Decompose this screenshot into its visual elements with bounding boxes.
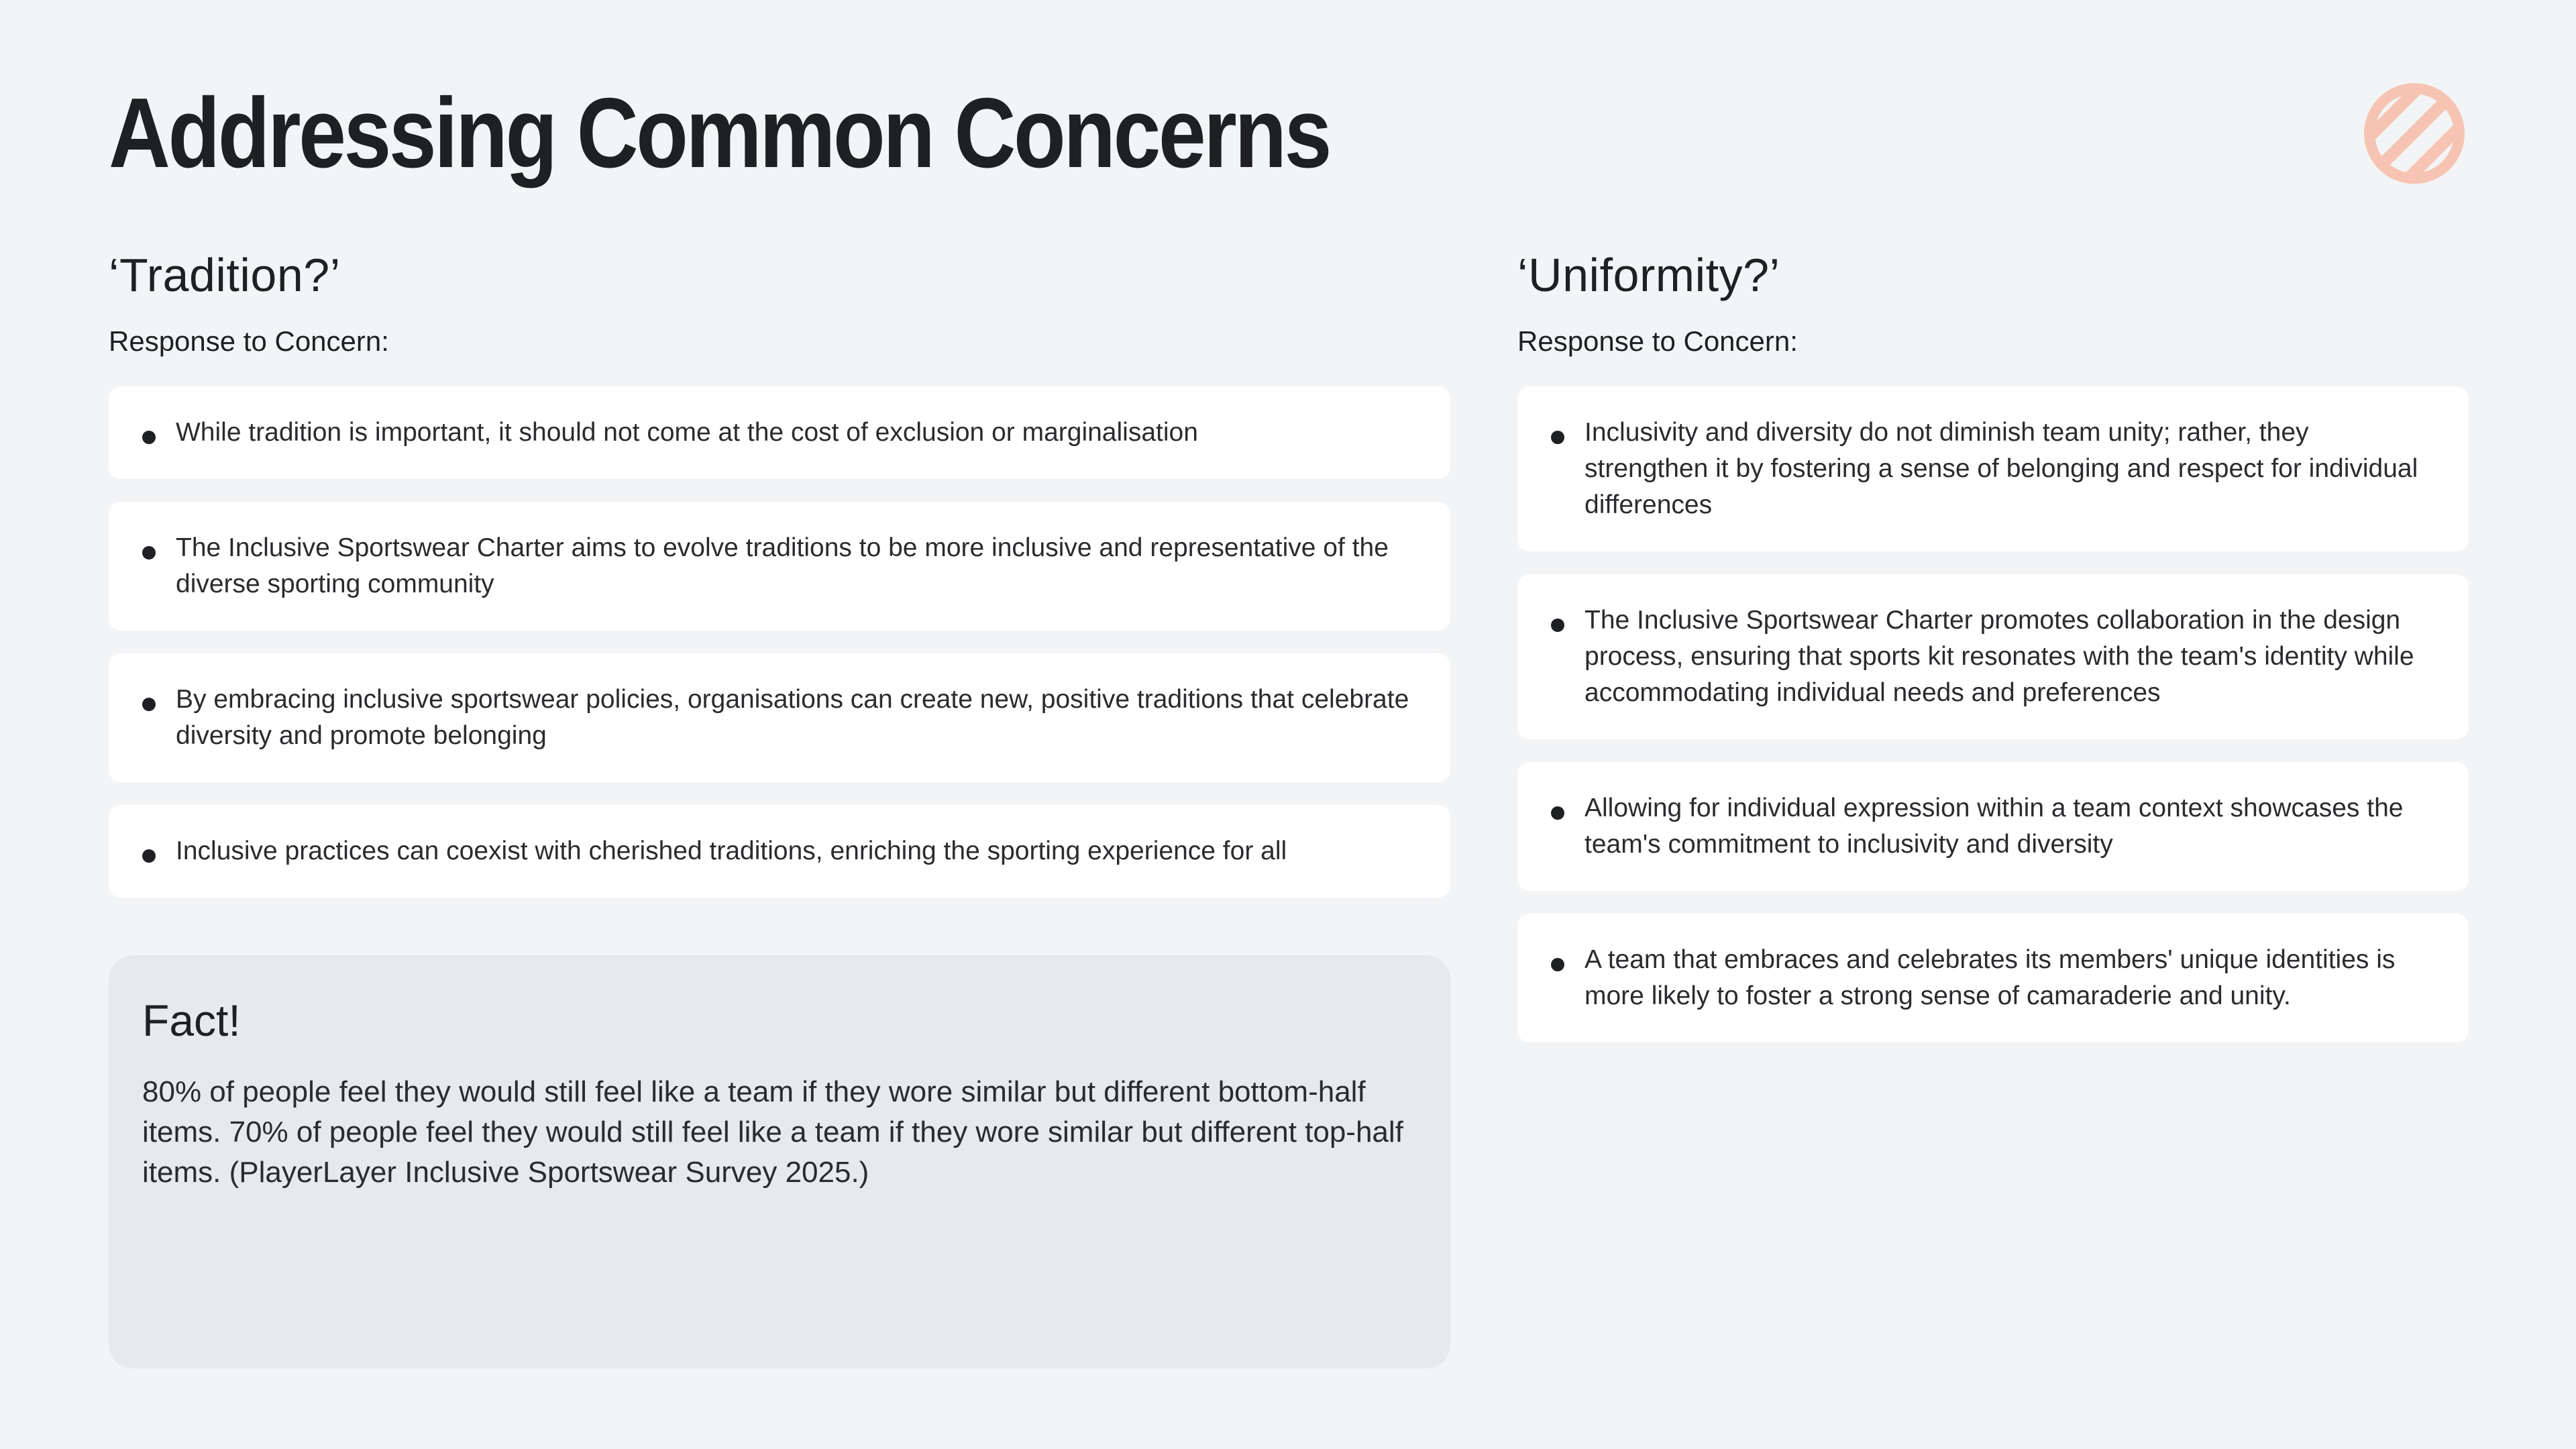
tradition-points — [109, 386, 1450, 898]
uniformity-column — [1517, 241, 2469, 1065]
fact-text: 80% of people feel they would still feel like a team if they wore similar but different bottom-half items. 70% of people feel they would still feel like a team if they wore similar but different top-half items. (PlayerLayer Inclusive Sportswear Survey 2025.) — [142, 1075, 1403, 1189]
tradition-point-text: The Inclusive Sportswear Charter aims to evolve traditions to be more inclusive and representative of the diverse sporting community — [176, 533, 1389, 598]
tradition-subheading: Response to Concern: — [109, 325, 389, 357]
tradition-point-card — [109, 386, 1450, 479]
uniformity-point-card — [1517, 574, 2469, 739]
page-title: Addressing Common Concerns — [109, 78, 1330, 189]
bullet-icon — [1551, 806, 1564, 820]
bullet-icon — [142, 431, 156, 444]
tradition-column — [109, 241, 1450, 920]
uniformity-point-text: A team that embraces and celebrates its members' unique identities is more likely to foster a strong sense of camaraderie and unity. — [1585, 945, 2396, 1010]
uniformity-heading: ‘Uniformity?’ — [1517, 249, 1780, 301]
tradition-point-text: While tradition is important, it should not come at the cost of exclusion or marginalisation — [176, 418, 1198, 447]
uniformity-point-card — [1517, 914, 2469, 1042]
bullet-icon — [142, 698, 156, 711]
tradition-point-card — [109, 502, 1450, 631]
uniformity-points — [1517, 386, 2469, 1042]
uniformity-point-card — [1517, 762, 2469, 891]
uniformity-point-text: The Inclusive Sportswear Charter promotes collaboration in the design process, ensuring that sports kit resonates with the team's identity while accommodating individual needs and preferences — [1585, 606, 2414, 707]
striped-circle-logo-icon — [2360, 79, 2469, 188]
tradition-point-text: Inclusive practices can coexist with cherished traditions, enriching the sporting experience for all — [176, 837, 1287, 865]
uniformity-subheading: Response to Concern: — [1517, 325, 1798, 357]
bullet-icon — [142, 849, 156, 863]
fact-box — [109, 955, 1450, 1368]
bullet-icon — [142, 546, 156, 559]
bullet-icon — [1551, 431, 1564, 444]
tradition-point-card — [109, 805, 1450, 898]
fact-title: Fact! — [142, 996, 241, 1045]
uniformity-point-card — [1517, 386, 2469, 551]
tradition-heading: ‘Tradition?’ — [109, 249, 341, 301]
tradition-point-card — [109, 653, 1450, 782]
bullet-icon — [1551, 619, 1564, 632]
tradition-point-text: By embracing inclusive sportswear policies, organisations can create new, positive traditions that celebrate diversity and promote belonging — [176, 685, 1409, 750]
bullet-icon — [1551, 958, 1564, 971]
uniformity-point-text: Inclusivity and diversity do not diminish team unity; rather, they strengthen it by fostering a sense of belonging and respect for individual differences — [1585, 418, 2418, 519]
uniformity-point-text: Allowing for individual expression within a team context showcases the team's commitment to inclusivity and diversity — [1585, 794, 2404, 859]
